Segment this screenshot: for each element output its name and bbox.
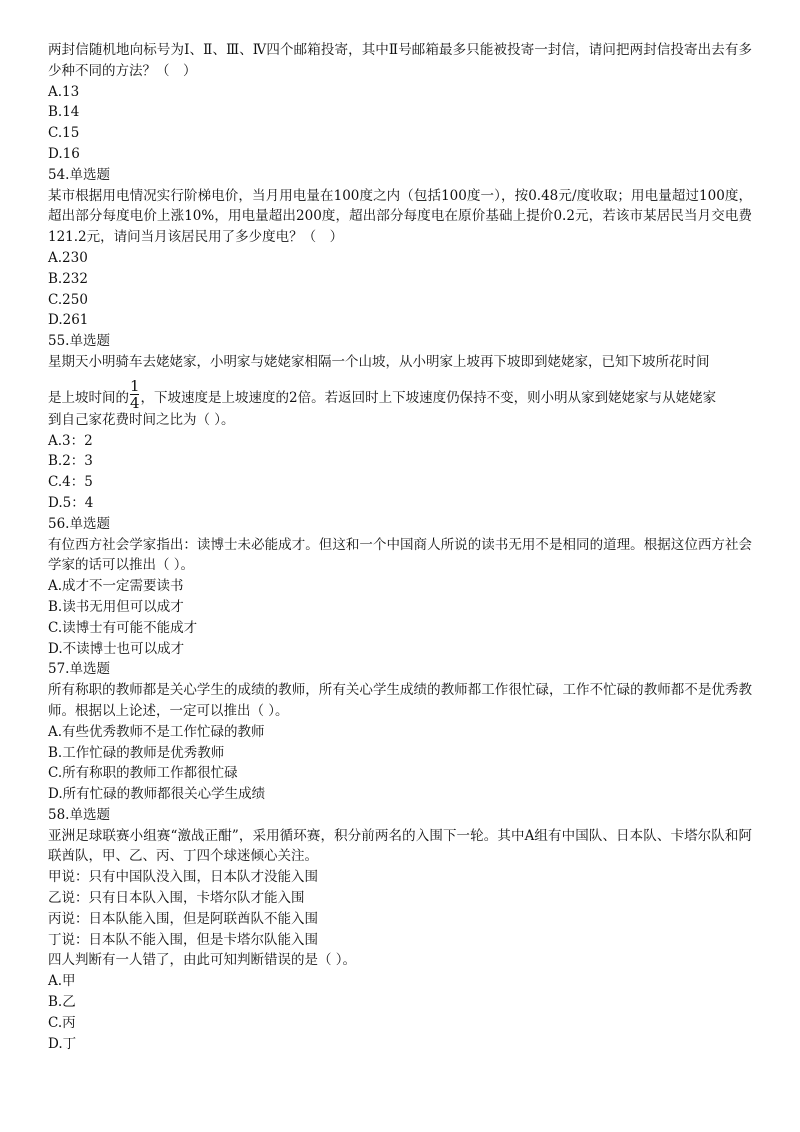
option-d: D.16 — [48, 145, 80, 162]
option-c: C.4：5 — [48, 474, 93, 491]
stem-text: ，下坡速度是上坡速度的2倍。若返回时上下坡速度仍保持不变，则小明从家到姥姥家与从姥姥家 — [140, 389, 717, 406]
question-header: 55.单选题 — [48, 333, 110, 350]
option-b: B.乙 — [48, 994, 76, 1011]
exam-page — [48, 40, 752, 1054]
option-a: A.230 — [48, 249, 88, 266]
statement-bing: 丙说：日本队能入围，但是阿联酋队不能入围 — [48, 910, 318, 927]
question-stem: 两封信随机地向标号为Ⅰ、Ⅱ、Ⅲ、Ⅳ四个邮箱投寄，其中Ⅱ号邮箱最多只能被投寄一封信，请问把两封信投寄出去有多少种不同的方法？（ ） — [48, 42, 752, 79]
option-a: A.13 — [48, 83, 80, 100]
question-header: 57.单选题 — [48, 661, 110, 678]
question-prompt: 四人判断有一人错了，由此可知判断错误的是（ ）。 — [48, 952, 357, 969]
question-58 — [48, 805, 752, 1055]
option-b: B.232 — [48, 270, 88, 287]
question-header: 54.单选题 — [48, 166, 110, 183]
question-stem-line-2 — [48, 376, 752, 412]
option-b: B.2：3 — [48, 453, 93, 470]
statement-jia: 甲说：只有中国队没入围，日本队才没能入围 — [48, 869, 318, 886]
option-a: A.有些优秀教师不是工作忙碌的教师 — [48, 723, 265, 740]
fraction-numerator: 1 — [130, 376, 140, 395]
option-c: C.读博士有可能不能成才 — [48, 619, 198, 636]
question-57 — [48, 659, 752, 805]
option-d: D.5：4 — [48, 494, 94, 511]
option-d: D.所有忙碌的教师都很关心学生成绩 — [48, 786, 266, 803]
option-b: B.读书无用但可以成才 — [48, 598, 184, 615]
fraction-denominator: 4 — [130, 393, 140, 412]
question-stem-line-1: 星期天小明骑车去姥姥家，小明家与姥姥家相隔一个山坡，从小明家上坡再下坡即到姥姥家，已知下坡所花时间 — [48, 353, 710, 370]
option-a: A.3：2 — [48, 432, 93, 449]
question-header: 56.单选题 — [48, 515, 110, 532]
question-stem-line-3: 到自己家花费时间之比为（ ）。 — [48, 411, 235, 428]
question-stem: 亚洲足球联赛小组赛“激战正酣”，采用循环赛，积分前两名的入围下一轮。其中A组有中国队、日本队、卡塔尔队和阿联酋队，甲、乙、丙、丁四个球迷倾心关注。 — [48, 827, 752, 865]
option-b: B.工作忙碌的教师是优秀教师 — [48, 744, 225, 761]
option-d: D.不读博士也可以成才 — [48, 640, 185, 657]
option-a: A.成才不一定需要读书 — [48, 578, 184, 595]
option-b: B.14 — [48, 104, 80, 121]
question-53 — [48, 40, 752, 165]
question-stem: 某市根据用电情况实行阶梯电价，当月用电量在100度之内（包括100度一），按0.48元/度收取；用电量超过100度，超出部分每度电价上涨10%，用电量超出200度，超出部分每度电在原价基础上提价0.2元，若该市某居民当月交电费121.2元，请问当月该居民用了多少度电？（ ） — [48, 187, 752, 246]
question-header: 58.单选题 — [48, 806, 110, 823]
statement-yi: 乙说：只有日本队入围，卡塔尔队才能入围 — [48, 890, 305, 907]
question-55 — [48, 331, 752, 514]
question-54 — [48, 165, 752, 331]
option-c: C.250 — [48, 291, 88, 308]
option-d: D.261 — [48, 312, 89, 329]
option-c: C.所有称职的教师工作都很忙碌 — [48, 765, 238, 782]
question-56 — [48, 514, 752, 660]
option-d: D.丁 — [48, 1035, 77, 1052]
option-c: C.丙 — [48, 1014, 76, 1031]
stem-text: 是上坡时间的 — [48, 389, 129, 406]
question-stem: 所有称职的教师都是关心学生的成绩的教师，所有关心学生成绩的教师都工作很忙碌，工作不忙碌的教师都不是优秀教师。根据以上论述，一定可以推出（ ）。 — [48, 682, 752, 719]
option-a: A.甲 — [48, 973, 76, 990]
option-c: C.15 — [48, 125, 80, 142]
fraction — [130, 376, 140, 412]
statement-ding: 丁说：日本队不能入围，但是卡塔尔队能入围 — [48, 931, 318, 948]
question-stem: 有位西方社会学家指出：读博士未必能成才。但这和一个中国商人所说的读书无用不是相同的道理。根据这位西方社会学家的话可以推出（ ）。 — [48, 536, 752, 574]
